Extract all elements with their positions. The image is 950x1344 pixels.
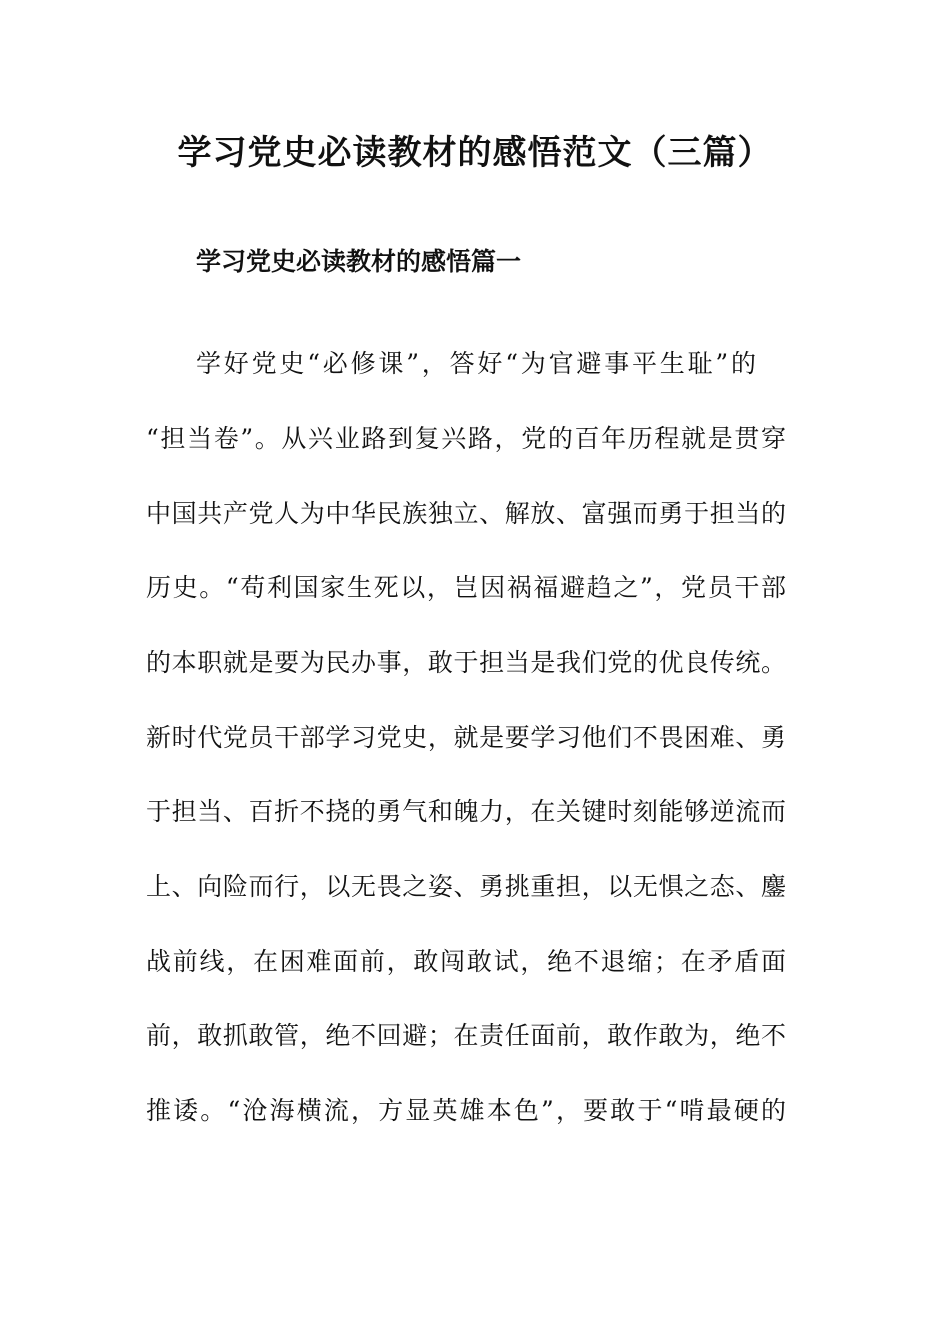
paragraph-line: “担当卷”。从兴业路到复兴路，党的百年历程就是贯穿 [146, 424, 786, 453]
paragraph-line: 新时代党员干部学习党史，就是要学习他们不畏困难、勇 [146, 723, 786, 752]
paragraph-line: 中国共产党人为中华民族独立、解放、富强而勇于担当的 [146, 499, 786, 528]
paragraph-line: 学好党史“必修课”，答好“为官避事平生耻”的 [196, 349, 756, 378]
document-title: 学习党史必读教材的感悟范文（三篇） [177, 133, 773, 173]
paragraph-line: 历史。“苟利国家生死以，岂因祸福避趋之”，党员干部 [146, 573, 786, 602]
paragraph-line: 前，敢抓敢管，绝不回避；在责任面前，敢作敢为，绝不 [146, 1021, 786, 1050]
section-heading: 学习党史必读教材的感悟篇一 [196, 247, 522, 276]
paragraph-line: 战前线，在困难面前，敢闯敢试，绝不退缩；在矛盾面 [146, 947, 786, 976]
paragraph-line: 的本职就是要为民办事，敢于担当是我们党的优良传统。 [146, 648, 786, 677]
paragraph-line: 推诿。“沧海横流，方显英雄本色”，要敢于“啃最硬的 [146, 1096, 786, 1125]
paragraph-line: 于担当、百折不挠的勇气和魄力，在关键时刻能够逆流而 [146, 797, 786, 826]
paragraph-line: 上、向险而行，以无畏之姿、勇挑重担，以无惧之态、鏖 [146, 872, 786, 901]
